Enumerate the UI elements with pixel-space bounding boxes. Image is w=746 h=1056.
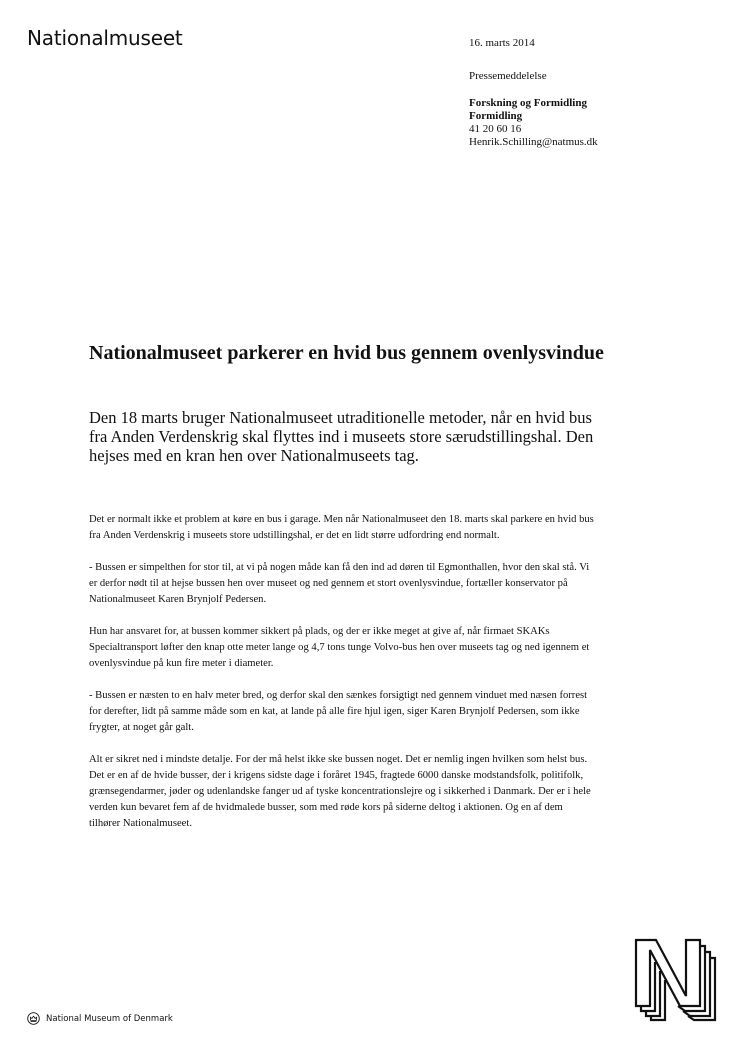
release-type: Pressemeddelelse	[469, 70, 547, 82]
contact-section: Formidling	[469, 110, 523, 122]
release-date: 16. marts 2014	[469, 37, 535, 49]
footer-text: National Museum of Denmark	[46, 1013, 173, 1024]
contact-email[interactable]: Henrik.Schilling@natmus.dk	[469, 136, 598, 148]
contact-department: Forskning og Formidling	[469, 97, 587, 109]
article-paragraph: Alt er sikret ned i mindste detalje. For der må helst ikke ske bussen noget. Det er nemlig ingen hvilken som helst bus. Det er en af de hvide busser, der i krigens sidste dage i foråret 1945, fragtede 6000 danske modstandsfolk, politifolk, grænsegendarmer, jøder og udenlandske fanger ud af tyske koncentrationslejre og i sikkerhed i Danmark. Der er i hele verden kun bevaret fem af de hvidmalede busser, som med røde kors på siderne deltog i aktionen. Og en af dem tilhører Nationalmuseet.	[89, 754, 591, 829]
article-lead: Den 18 marts bruger Nationalmuseet utraditionelle metoder, når en hvid bus fra Anden Verdenskrig skal flyttes ind i museets store særudstillingshal. Den hejses med en kran hen over Nationalmuseets tag.	[89, 408, 594, 465]
article-paragraph: - Bussen er næsten to en halv meter bred, og derfor skal den sænkes forsigtigt ned gennem vinduet med næsen forrest for derefter, lidt på samme måde som en kat, at lande på alle fire hjul igen, siger Karen Brynjolf Pedersen, som ikke frygter, at noget går galt.	[89, 690, 588, 733]
article-headline: Nationalmuseet parkerer en hvid bus gennem ovenlysvindue	[89, 342, 604, 364]
article-paragraph: - Bussen er simpelthen for stor til, at vi på nogen måde kan få den ind ad døren til Egmonthallen, hvor den skal stå. Vi er derfor nødt til at hejse bussen hen over museet og ned gennem et stort ovenlysvindue, fortæller konservator på Nationalmuseet Karen Brynjolf Pedersen.	[89, 562, 590, 605]
article-paragraph: Hun har ansvaret for, at bussen kommer sikkert på plads, og der er ikke meget at give af, når firmaet SKAKs Specialtransport løfter den knap otte meter lange og 4,7 tons tunge Volvo-bus hen over museets tag og ned igennem et ovenlysvindue på kun fire meter i diameter.	[89, 626, 590, 669]
article-body	[89, 512, 594, 848]
logo-wordmark: Nationalmuseet	[27, 26, 183, 50]
crown-icon	[27, 1012, 40, 1025]
press-meta	[469, 37, 729, 149]
contact-phone: 41 20 60 16	[469, 123, 522, 135]
footer	[27, 1012, 173, 1025]
article-paragraph: Det er normalt ikke et problem at køre en bus i garage. Men når Nationalmuseet den 18. marts skal parkere en hvid bus fra Anden Verdenskrig i museets store udstillingshal, er det en lidt større udfordring end normalt.	[89, 514, 594, 541]
n-monogram-icon	[634, 938, 720, 1022]
